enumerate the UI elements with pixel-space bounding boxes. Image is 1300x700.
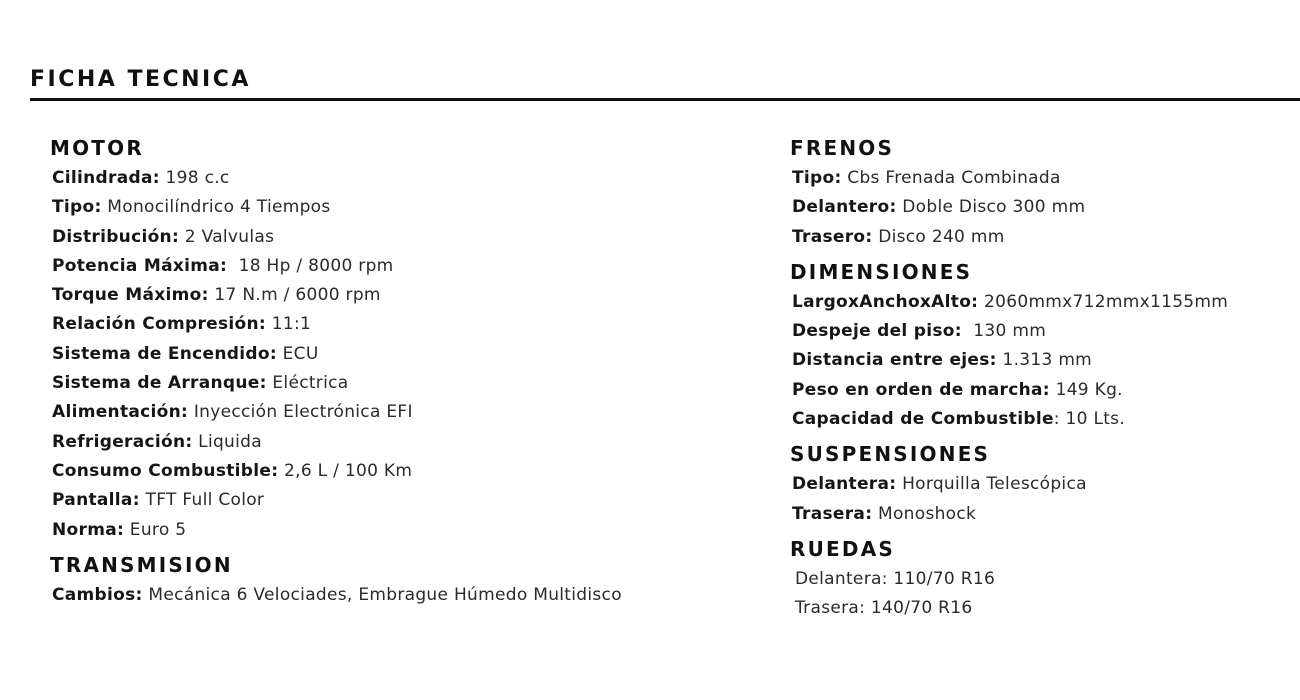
spec-list-frenos xyxy=(790,164,1295,252)
spec-row xyxy=(52,223,750,252)
spec-value: 18 Hp / 8000 rpm xyxy=(227,255,394,276)
spec-label: Trasero: xyxy=(792,226,873,247)
section-dimensiones xyxy=(790,258,1295,434)
spec-value: Liquida xyxy=(192,431,262,452)
spec-label: LargoxAnchoxAlto: xyxy=(792,291,979,312)
spec-row xyxy=(792,376,1295,405)
section-heading-dimensiones: DIMENSIONES xyxy=(790,259,973,284)
spec-row xyxy=(792,500,1295,529)
spec-list-transmision xyxy=(50,581,750,610)
spec-label: Tipo: xyxy=(52,197,102,218)
spec-row xyxy=(792,405,1295,434)
spec-row: Trasera: 140/70 R16 xyxy=(795,598,973,619)
section-motor xyxy=(50,134,750,545)
section-transmision xyxy=(50,551,750,610)
spec-value: Euro 5 xyxy=(124,519,187,540)
spec-row xyxy=(52,281,750,310)
section-heading-suspensiones: SUSPENSIONES xyxy=(790,442,991,467)
spec-label: Tipo: xyxy=(792,168,842,188)
section-suspensiones xyxy=(790,440,1295,529)
spec-value: ECU xyxy=(276,343,319,364)
spec-value: TFT Full Color xyxy=(139,490,265,511)
spec-label: Cambios: xyxy=(52,584,143,605)
title-divider xyxy=(30,98,1300,101)
page-title: FICHA TECNICA xyxy=(30,67,251,92)
spec-row xyxy=(52,457,750,486)
spec-label: Delantera: xyxy=(792,474,897,495)
spec-row xyxy=(52,252,750,281)
spec-label: Capacidad de Combustible xyxy=(792,409,1054,430)
spec-list-suspensiones xyxy=(790,470,1295,529)
spec-label: Delantero: xyxy=(792,197,897,218)
spec-row xyxy=(52,581,750,610)
spec-row xyxy=(52,398,750,427)
section-heading-ruedas: RUEDAS xyxy=(790,536,895,561)
spec-value: Doble Disco 300 mm xyxy=(896,197,1086,218)
spec-value: 2 Valvulas xyxy=(179,226,275,247)
spec-value: 198 c.c xyxy=(159,168,230,188)
spec-row: Delantera: 110/70 R16 xyxy=(795,568,996,589)
spec-label: Peso en orden de marcha: xyxy=(792,379,1050,400)
spec-row xyxy=(792,470,1295,499)
spec-value: 11:1 xyxy=(266,314,312,335)
spec-column-left xyxy=(50,134,750,610)
spec-list-motor xyxy=(50,164,750,545)
spec-row xyxy=(52,164,750,193)
spec-label: Alimentación: xyxy=(52,402,189,423)
spec-row xyxy=(792,193,1295,222)
spec-column-right xyxy=(790,134,1295,624)
spec-row xyxy=(52,193,750,222)
spec-label: Pantalla: xyxy=(52,490,140,511)
spec-row xyxy=(792,223,1295,252)
spec-label: Relación Compresión: xyxy=(52,314,267,335)
spec-row xyxy=(792,317,1295,346)
spec-label: Despeje del piso: xyxy=(792,321,962,342)
spec-list-dimensiones xyxy=(790,288,1295,434)
section-heading-transmision: TRANSMISION xyxy=(50,552,233,577)
spec-value: 1.313 mm xyxy=(996,350,1093,371)
spec-value: Inyección Electrónica EFI xyxy=(188,402,413,423)
spec-label: Distancia entre ejes: xyxy=(792,350,997,371)
spec-row xyxy=(792,346,1295,375)
spec-row xyxy=(792,164,1295,193)
spec-row xyxy=(52,486,750,515)
spec-value: Horquilla Telescópica xyxy=(896,474,1087,495)
spec-label: Sistema de Arranque: xyxy=(52,373,267,394)
spec-row xyxy=(792,288,1295,317)
spec-value: Monoshock xyxy=(872,503,977,524)
spec-label: Trasera: xyxy=(792,503,873,524)
spec-label: Sistema de Encendido: xyxy=(52,343,277,364)
section-heading-frenos: FRENOS xyxy=(790,136,895,160)
spec-value: 17 N.m / 6000 rpm xyxy=(208,285,381,306)
section-heading-motor: MOTOR xyxy=(50,136,144,160)
spec-value: Disco 240 mm xyxy=(872,226,1005,247)
spec-value: 130 mm xyxy=(961,321,1047,342)
spec-row xyxy=(52,310,750,339)
section-frenos xyxy=(790,134,1295,252)
spec-row xyxy=(52,428,750,457)
spec-list-ruedas xyxy=(790,565,1295,624)
spec-label: Cilindrada: xyxy=(52,168,160,188)
spec-value: 2060mmx712mmx1155mm xyxy=(978,291,1229,312)
spec-row xyxy=(52,340,750,369)
spec-row xyxy=(52,369,750,398)
spec-label: Potencia Máxima: xyxy=(52,255,228,276)
spec-value: Mecánica 6 Velociades, Embrague Húmedo Multidisco xyxy=(142,584,622,605)
spec-label: Refrigeración: xyxy=(52,431,193,452)
spec-value: : 10 Lts. xyxy=(1053,409,1126,430)
spec-label: Distribución: xyxy=(52,226,180,247)
spec-label: Norma: xyxy=(52,519,125,540)
spec-value: Monocilíndrico 4 Tiempos xyxy=(101,197,331,218)
spec-value: 149 Kg. xyxy=(1049,379,1123,400)
spec-value: Cbs Frenada Combinada xyxy=(841,168,1061,188)
spec-value: 2,6 L / 100 Km xyxy=(278,460,413,481)
spec-value: Eléctrica xyxy=(266,373,349,394)
spec-row xyxy=(52,516,750,545)
section-ruedas xyxy=(790,535,1295,624)
spec-label: Torque Máximo: xyxy=(52,285,209,306)
spec-label: Consumo Combustible: xyxy=(52,460,279,481)
